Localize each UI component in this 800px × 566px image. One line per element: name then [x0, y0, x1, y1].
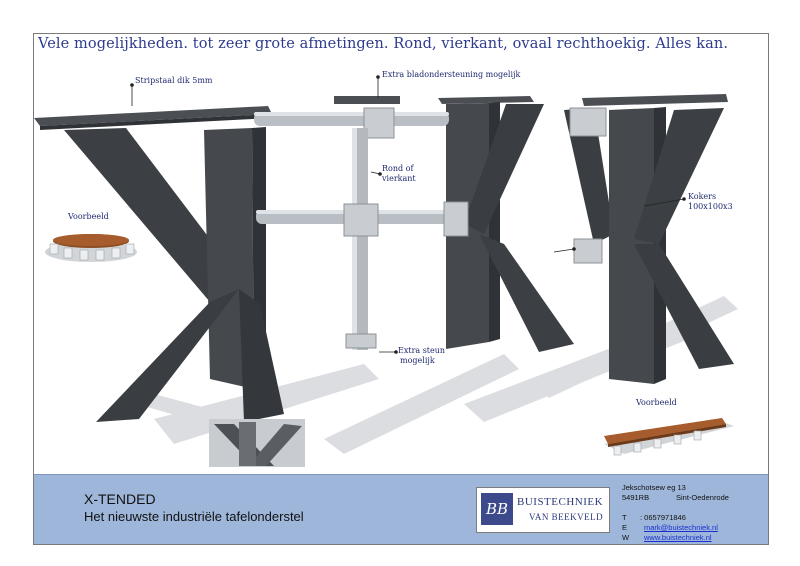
annotation-bladondersteuning: Extra bladondersteuning mogelijk	[382, 70, 521, 79]
logo-line2: VAN BEEKVELD	[529, 512, 604, 522]
left-x-leg	[34, 106, 284, 422]
phone-label: T	[622, 513, 627, 522]
annotation-steun-line2: mogelijk	[400, 356, 435, 365]
address-city: Sint-Oedenrode	[676, 493, 729, 502]
phone-value: : 0657971846	[640, 513, 686, 522]
logo-mark-icon: BB	[481, 493, 513, 525]
product-subtitle: Het nieuwste industriële tafelonderstel	[84, 509, 304, 524]
steel-tubes	[254, 96, 606, 350]
annotation-kokers-line1: Kokers	[688, 192, 717, 201]
annotation-rond-line2: vierkant	[382, 174, 416, 183]
annotation-kokers-line2: 100x100x3	[688, 202, 733, 211]
address-street: Jekschotsew eg 13	[622, 483, 686, 492]
web-label: W	[622, 533, 630, 542]
annotation-voorbeeld-right: Voorbeeld	[636, 398, 677, 407]
web-link[interactable]	[644, 533, 712, 542]
round-table-example	[45, 234, 137, 262]
address-postcode: 5491RB	[622, 493, 650, 502]
long-table-example	[604, 418, 734, 455]
email-link-text[interactable]: mark@buistechniek.nl	[644, 523, 718, 532]
email-link[interactable]	[644, 523, 718, 532]
web-link-text[interactable]: www.buistechniek.nl	[644, 533, 712, 542]
headline: Vele mogelijkheden. tot zeer grote afmetingen. Rond, vierkant, ovaal rechthoekig. Alles kan.	[38, 36, 729, 52]
footer-banner	[34, 474, 768, 545]
company-logo	[476, 487, 610, 533]
logo-line1: BUISTECHNIEK	[517, 496, 604, 508]
product-title: X-TENDED	[84, 491, 156, 507]
annotation-stripstaal: Stripstaal dik 5mm	[135, 76, 213, 85]
annotation-rond-line1: Rond of	[382, 164, 414, 173]
table-frame-illustration	[34, 34, 768, 474]
email-label: E	[622, 523, 628, 532]
brochure-sheet	[33, 33, 769, 545]
detail-photo-inset	[209, 419, 305, 467]
annotation-voorbeeld-left: Voorbeeld	[68, 212, 109, 221]
annotation-steun-line1: Extra steun	[398, 346, 446, 355]
